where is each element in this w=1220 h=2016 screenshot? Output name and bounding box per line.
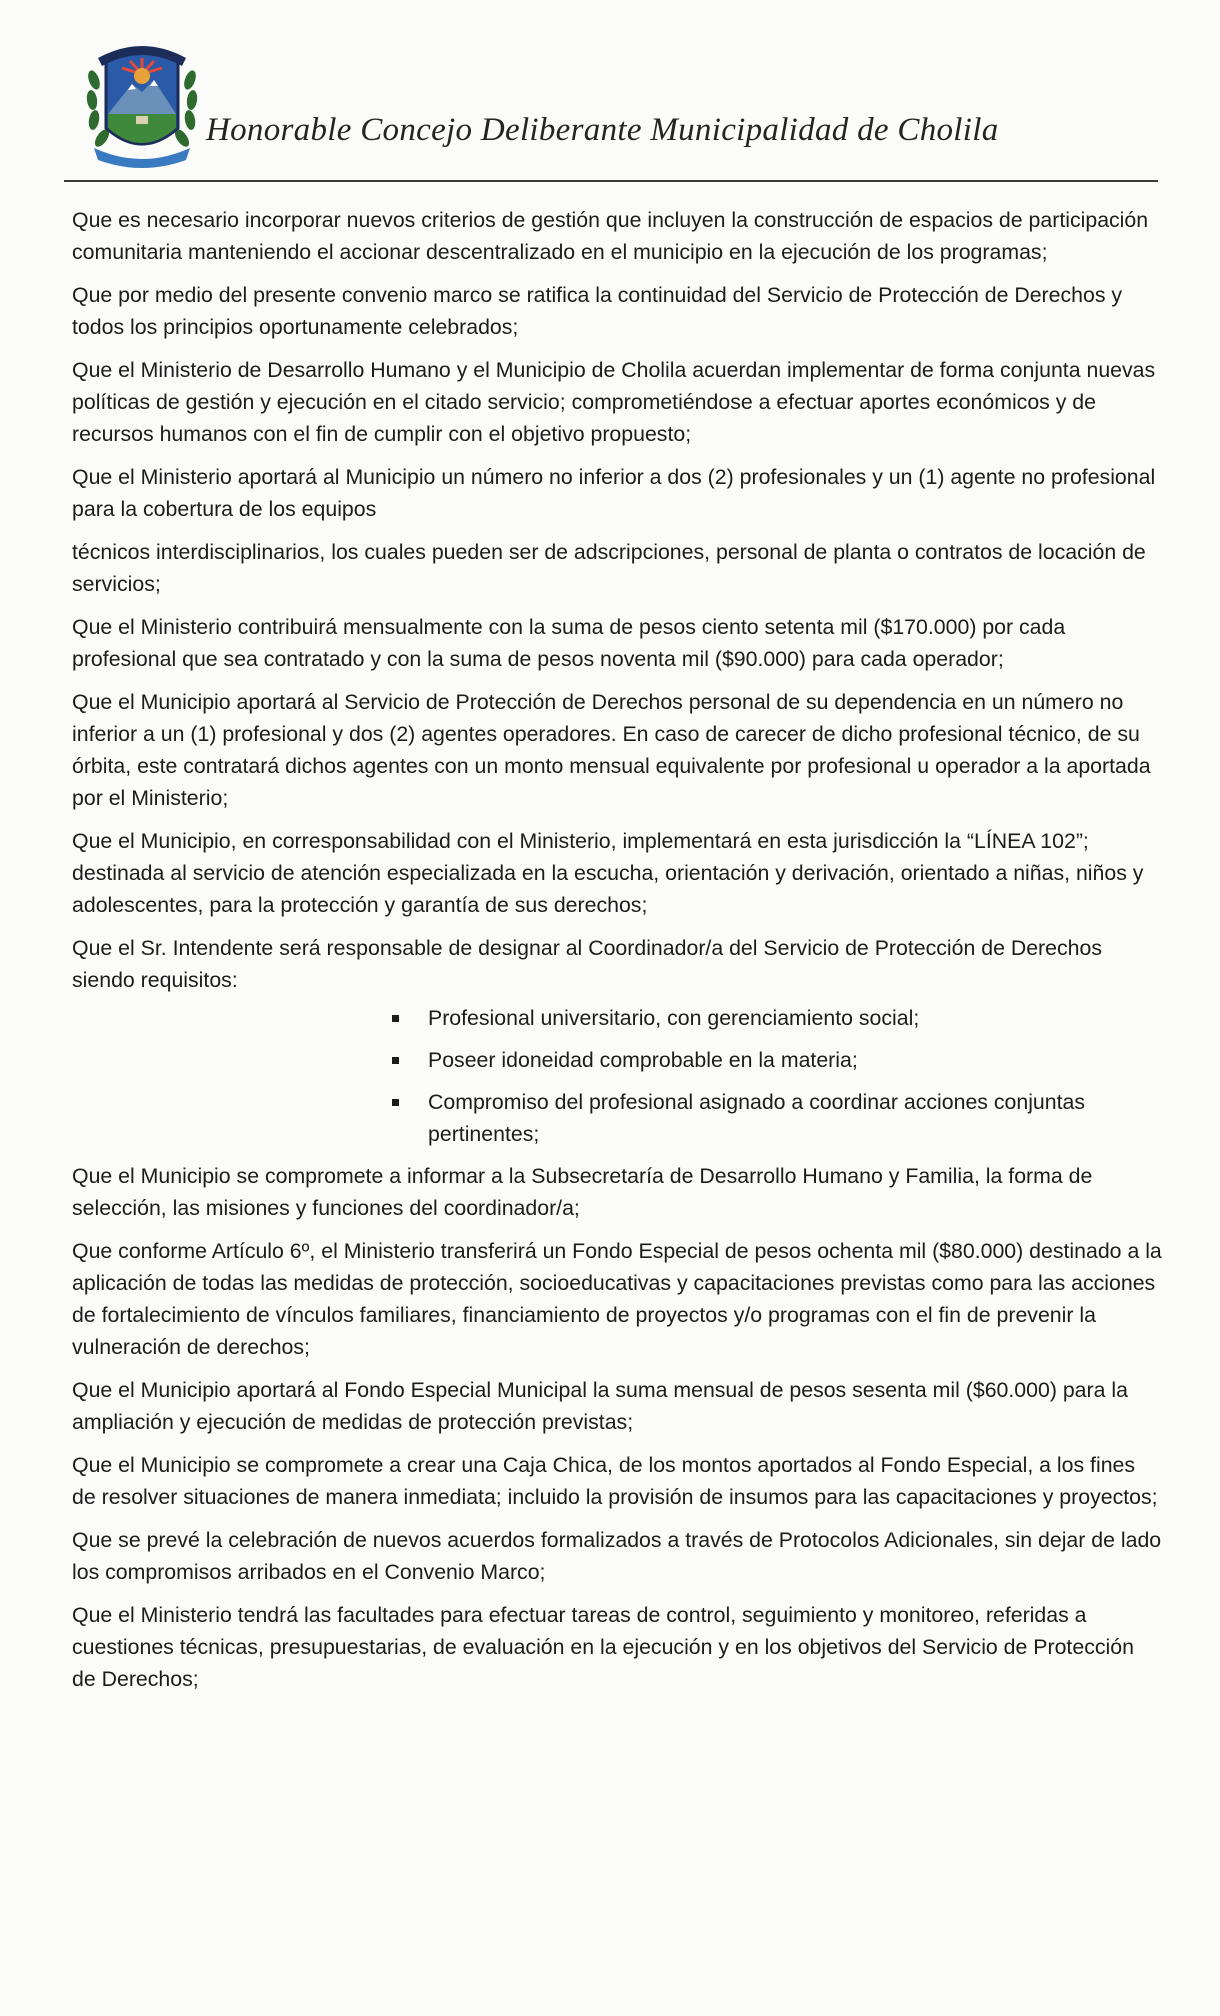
paragraph: Que el Ministerio aportará al Municipio un número no inferior a dos (2) profesionales y un (1) agente no profesional para la cobertura de los equipos <box>72 465 1156 521</box>
list-item <box>392 1044 1162 1076</box>
paragraph: Que el Ministerio contribuirá mensualmente con la suma de pesos ciento setenta mil ($170.000) por cada profesional que sea contratado y con la suma de pesos noventa mil ($90.000) para cada operador; <box>72 615 1066 671</box>
bullet-icon <box>392 1057 399 1064</box>
letterhead <box>0 0 1220 200</box>
paragraph: Que el Municipio, en corresponsabilidad con el Ministerio, implementará en esta jurisdicción la “LÍNEA 102”; destinada al servicio de atención especializada en la escucha, orientación y derivación, orientado a niñas, niños y adolescentes, para la protección y garantía de sus derechos; <box>72 829 1144 917</box>
document-body <box>72 204 1162 1706</box>
bullet-icon <box>392 1015 399 1022</box>
paragraph: técnicos interdisciplinarios, los cuales pueden ser de adscripciones, personal de planta o contratos de locación de servicios; <box>72 540 1146 596</box>
paragraph: Que el Ministerio tendrá las facultades para efectuar tareas de control, seguimiento y monitoreo, referidas a cuestiones técnicas, presupuestarias, de evaluación en la ejecución y en los objetivos del Servicio de Protección de Derechos; <box>72 1603 1134 1691</box>
paragraph: Que el Municipio aportará al Servicio de Protección de Derechos personal de su dependencia en un número no inferior a un (1) profesional y dos (2) agentes operadores. En caso de carecer de dicho profesional técnico, de su órbita, este contratará dichos agentes con un monto mensual equivalente por profesional u operador a la aportada por el Ministerio; <box>72 690 1151 810</box>
paragraph: Que el Sr. Intendente será responsable de designar al Coordinador/a del Servicio de Protección de Derechos siendo requisitos: <box>72 936 1102 992</box>
requirements-list <box>72 1002 1162 1150</box>
paragraph: Que es necesario incorporar nuevos criterios de gestión que incluyen la construcción de espacios de participación comunitaria manteniendo el accionar descentralizado en el municipio en la ejecución de los programas; <box>72 208 1149 264</box>
paragraph: Que el Municipio se compromete a crear una Caja Chica, de los montos aportados al Fondo Especial, a los fines de resolver situaciones de manera inmediata; incluido la provisión de insumos para las capacitaciones y proyectos; <box>72 1453 1158 1509</box>
list-item <box>392 1086 1162 1150</box>
paragraph: Que por medio del presente convenio marco se ratifica la continuidad del Servicio de Protección de Derechos y todos los principios oportunamente celebrados; <box>72 283 1123 339</box>
paragraph: Que conforme Artículo 6º, el Ministerio transferirá un Fondo Especial de pesos ochenta mil ($80.000) destinado a la aplicación de todas las medidas de protección, socioeducativas y capacitaciones previstas como para las acciones de fortalecimiento de vínculos familiares, financiamiento de proyectos y/o programas con el fin de prevenir la vulneración de derechos; <box>72 1239 1162 1359</box>
paragraph: Que el Municipio se compromete a informar a la Subsecretaría de Desarrollo Humano y Familia, la forma de selección, las misiones y funciones del coordinador/a; <box>72 1164 1093 1220</box>
paragraph: Que el Ministerio de Desarrollo Humano y el Municipio de Cholila acuerdan implementar de forma conjunta nuevas políticas de gestión y ejecución en el citado servicio; comprometiéndose a efectuar aportes económicos y de recursos humanos con el fin de cumplir con el objetivo propuesto; <box>72 358 1156 446</box>
header-title: Honorable Concejo Deliberante Municipalidad de Cholila <box>206 112 999 148</box>
list-item-text: Compromiso del profesional asignado a coordinar acciones conjuntas pertinentes; <box>428 1090 1086 1146</box>
header-divider <box>64 180 1158 182</box>
paragraph: Que el Municipio aportará al Fondo Especial Municipal la suma mensual de pesos sesenta mil ($60.000) para la ampliación y ejecución de medidas de protección previstas; <box>72 1378 1128 1434</box>
list-item-text: Profesional universitario, con gerenciamiento social; <box>428 1006 920 1030</box>
list-item <box>392 1002 1162 1034</box>
municipal-crest-logo <box>84 36 200 170</box>
bullet-icon <box>392 1099 399 1106</box>
list-item-text: Poseer idoneidad comprobable en la materia; <box>428 1048 858 1072</box>
paragraph: Que se prevé la celebración de nuevos acuerdos formalizados a través de Protocolos Adicionales, sin dejar de lado los compromisos arribados en el Convenio Marco; <box>72 1528 1162 1584</box>
